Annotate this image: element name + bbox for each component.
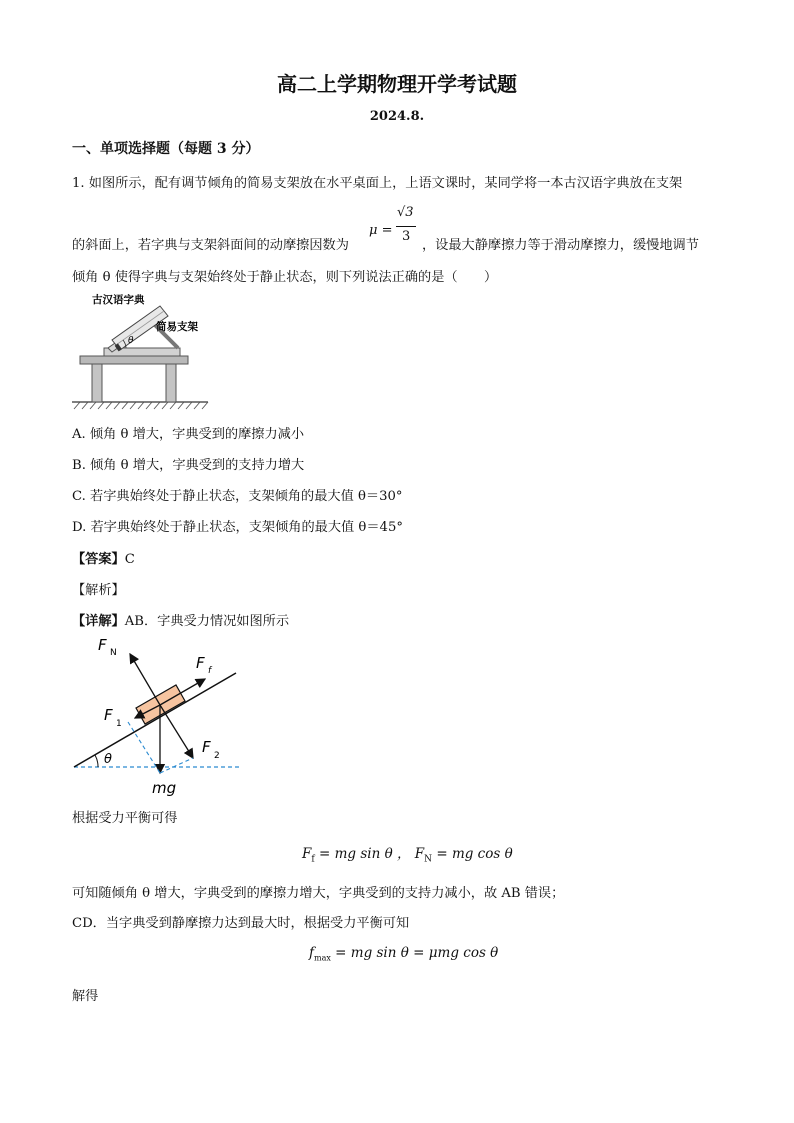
label-f2: F [202,738,211,756]
section-heading: 一、单项选择题（每题 3 分） [72,141,260,157]
question-line-2-start: 的斜面上，若字典与支架斜面间的动摩擦因数为 [72,238,349,253]
figure1-angle-label: θ [128,336,134,346]
formula1-sub: f [311,854,315,865]
formula1-rest: = mg sin θ ， [314,846,411,862]
mu-denominator: 3 [402,229,411,244]
question-line-3: 倾角 θ 使得字典与支架始终处于静止状态，则下列说法正确的是（ ） [72,270,498,285]
exam-date: 2024.8. [369,109,425,124]
label-ff-sub: f [208,666,212,676]
balance-text: 根据受力平衡可得 [72,811,178,826]
mu-numerator: √3 [397,205,414,220]
mu-symbol: μ = [369,223,393,238]
detail-line [72,610,289,629]
formula-1 [302,842,513,865]
formula2-rest: = mg sin θ = μmg cos θ [330,945,499,961]
detail-text: AB．字典受力情况如图所示 [124,614,290,629]
fraction-bar [396,226,416,227]
label-f1: F [104,706,113,724]
option-a: A. 倾角 θ 增大，字典受到的摩擦力减小 [72,427,305,442]
formula1-f: F [302,846,312,862]
figure1-stand-label: 简易支架 [156,321,198,333]
conclusion-ab: 可知随倾角 θ 增大，字典受到的摩擦力增大，字典受到的支持力减小，故 AB 错误； [72,886,565,901]
label-f2-sub: 2 [214,751,220,761]
solve-text: 解得 [72,989,99,1004]
answer-value: C [124,552,135,567]
formula-2 [309,945,498,963]
question-line-2-end: ，设最大静摩擦力等于滑动摩擦力，缓慢地调节 [422,238,699,253]
label-fn-sub: N [110,648,117,658]
option-c: C. 若字典始终处于静止状态，支架倾角的最大值 θ＝30° [72,489,403,504]
option-b: B. 倾角 θ 增大，字典受到的支持力增大 [72,458,305,473]
detail-tag: 【详解】 [72,614,125,629]
figure1-book-label: 古汉语字典 [92,294,145,306]
label-fn: F [98,636,107,654]
force-diagram [70,628,250,798]
label-f1-sub: 1 [116,719,122,729]
text-cd: CD．当字典受到静摩擦力达到最大时，根据受力平衡可知 [72,916,410,931]
stand-figure [68,290,218,412]
label-ff: F [196,654,205,672]
formula1b-f: F [414,846,425,862]
answer-line [72,548,135,567]
formula1b-sub: N [424,854,433,865]
formula2-sub: max [314,953,331,963]
analysis-tag: 【解析】 [72,583,125,598]
page-title: 高二上学期物理开学考试题 [277,72,517,96]
figure2-theta: θ [104,752,112,767]
question-line-1: 1. 如图所示，配有调节倾角的简易支架放在水平桌面上，上语文课时，某同学将一本古汉语字典放在支架 [72,176,683,191]
formula1b-rest: = mg cos θ [432,846,513,862]
answer-tag: 【答案】 [72,552,125,567]
label-mg: mg [152,779,177,797]
formula2-f: f [309,945,314,961]
option-d: D. 若字典始终处于静止状态，支架倾角的最大值 θ＝45° [72,520,403,535]
